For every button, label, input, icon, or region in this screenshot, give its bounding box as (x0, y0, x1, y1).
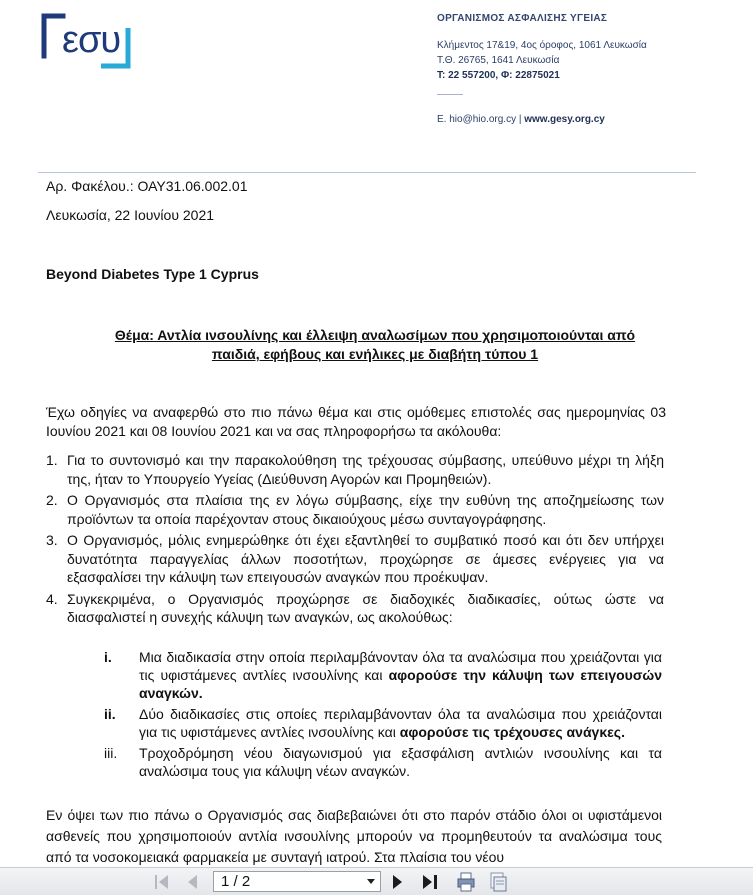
sublist-number: ii. (104, 706, 116, 722)
sublist-text: Μια διαδικασία στην οποία περιλαμβάνονταν όλα τα αναλώσιμα που χρειάζονται για τις υφιστάμενες αντλίες ινσουλίνης και (139, 649, 662, 683)
sublist-item (104, 705, 662, 741)
list-number: 3. (46, 532, 58, 548)
list-text: Ο Οργανισμός στα πλαίσια της εν λόγω σύμβασης, είχε την ευθύνη της αποζημείωσης των προϊόντων τα οποία παρέχονταν στους δικαιούχους μέσω συνταγογράφησης. (67, 492, 664, 527)
gesy-logo (41, 10, 146, 72)
last-page-icon (420, 873, 440, 891)
email-link[interactable]: E. hio@hio.org.cy (437, 114, 517, 125)
sublist-text: Τροχοδρόμηση νέου διαγωνισμού για εξασφάλιση αντλιών ινσουλίνης και τα αναλώσιμα τους για κάλυψη νέων αναγκών. (139, 745, 662, 779)
save-icon (488, 872, 508, 892)
first-page-button[interactable] (150, 872, 174, 892)
list-item (46, 590, 664, 627)
contact-line (437, 112, 647, 127)
next-page-button[interactable] (388, 872, 408, 892)
list-number: 4. (46, 590, 58, 607)
list-text: Συγκεκριμένα, ο Οργανισμός προχώρησε σε διαδοχικές διαδικασίες, ούτως ώστε να διασφαλιστεί η συνεχής κάλυψη των αναγκών, ως ακολούθως: (67, 590, 664, 625)
place-date: Λευκωσία, 22 Ιουνίου 2021 (46, 207, 215, 223)
website-link[interactable]: www.gesy.org.cy (524, 114, 605, 125)
pdf-viewer-toolbar (0, 867, 753, 895)
numbered-list (46, 451, 664, 630)
list-item (46, 491, 664, 528)
small-divider (437, 94, 463, 95)
previous-page-button[interactable] (182, 872, 204, 892)
file-reference: Αρ. Φακέλου.: ΟΑΥ31.06.002.01 (46, 178, 248, 194)
address-line-1: Κλήμεντος 17&19, 4ος όροφος, 1061 Λευκωσία (437, 40, 647, 51)
list-number: 2. (46, 492, 58, 508)
roman-sublist (104, 648, 662, 783)
subject-line-1: Θέμα: Αντλία ινσουλίνης και έλλειψη αναλωσίμων που χρησιμοποιούνται από (114, 327, 636, 343)
subject-line-2: παιδιά, εφήβους και ενήλικες με διαβήτη τύπου 1 (211, 346, 539, 362)
intro-paragraph: Έχω οδηγίες να αναφερθώ στο πιο πάνω θέμα και στις ομόθεμες επιστολές σας ημερομηνίας 03 Ιουνίου 2021 και 08 Ιουνίου 2021 και να σας πληροφορήσω τα ακόλουθα: (46, 404, 666, 439)
page-selector[interactable] (213, 871, 381, 892)
closing-paragraph: Εν όψει των πιο πάνω ο Οργανισμός σας διαβεβαιώνει ότι στο παρόν στάδιο όλοι οι υφιστάμενοι ασθενείς που χρησιμοποιούν αντλία ινσουλίνης μπορούν να προμηθευτούν τα αναλώσιμα τους από τα νοσοκομειακά φαρμακεία με συνταγή ιατρού. Στα πλαίσια του νέου (46, 807, 662, 865)
sublist-number: iii. (104, 745, 118, 761)
phone-fax: Τ: 22 557200, Φ: 22875021 (437, 70, 560, 81)
chevron-down-icon (367, 879, 375, 884)
subject (46, 326, 704, 364)
sublist-emphasis: αφορούσε την κάλυψη των επειγουσών αναγκών. (139, 667, 663, 701)
recipient: Beyond Diabetes Type 1 Cyprus (46, 266, 259, 282)
print-icon (456, 872, 476, 892)
organisation-contact-block (437, 11, 647, 127)
sublist-item (104, 744, 662, 780)
organisation-name: ΟΡΓΑΝΙΣΜΟΣ ΑΣΦΑΛΙΣΗΣ ΥΓΕΙΑΣ (437, 13, 608, 24)
header-divider (38, 172, 696, 173)
previous-page-icon (184, 873, 202, 891)
sublist-number: i. (104, 649, 112, 665)
first-page-icon (153, 873, 171, 891)
list-item (46, 451, 664, 488)
list-number: 1. (46, 452, 58, 468)
save-button[interactable] (486, 872, 510, 892)
page-indicator: 1 / 2 (221, 873, 251, 890)
sublist-item (104, 648, 662, 702)
sublist-emphasis: αφορούσε τις τρέχουσες ανάγκες. (399, 724, 625, 740)
svg-text:εσυ: εσυ (62, 19, 121, 61)
list-text: Ο Οργανισμός, μόλις ενημερώθηκε ότι έχει εξαντληθεί το συμβατικό ποσό και ότι δεν υπήρχει δυνατότητα παραγγελίας άλλων ποσοτήτων, προχώρησε σε άμεσες ενέργειες για να εξασφαλίσει την κάλυψη των επειγουσών αναγκών που προέκυψαν. (67, 532, 664, 585)
list-item (46, 531, 664, 587)
contact-separator: | (518, 114, 522, 125)
sublist-text: Δύο διαδικασίες στις οποίες περιλαμβάνονταν όλα τα αναλώσιμα που χρειάζονται για τις υφιστάμενες αντλίες ινσουλίνης και (139, 706, 662, 740)
last-page-button[interactable] (418, 872, 442, 892)
print-button[interactable] (454, 872, 478, 892)
list-text: Για το συντονισμό και την παρακολούθηση της τρέχουσας σύμβασης, υπεύθυνο μέχρι τη λήξη της, ήταν το Υπουργείο Υγείας (Διεύθυνση Αγορών και Προμηθειών). (67, 452, 664, 487)
address-line-2: Τ.Θ. 26765, 1641 Λευκωσία (437, 55, 560, 66)
next-page-icon (389, 873, 407, 891)
